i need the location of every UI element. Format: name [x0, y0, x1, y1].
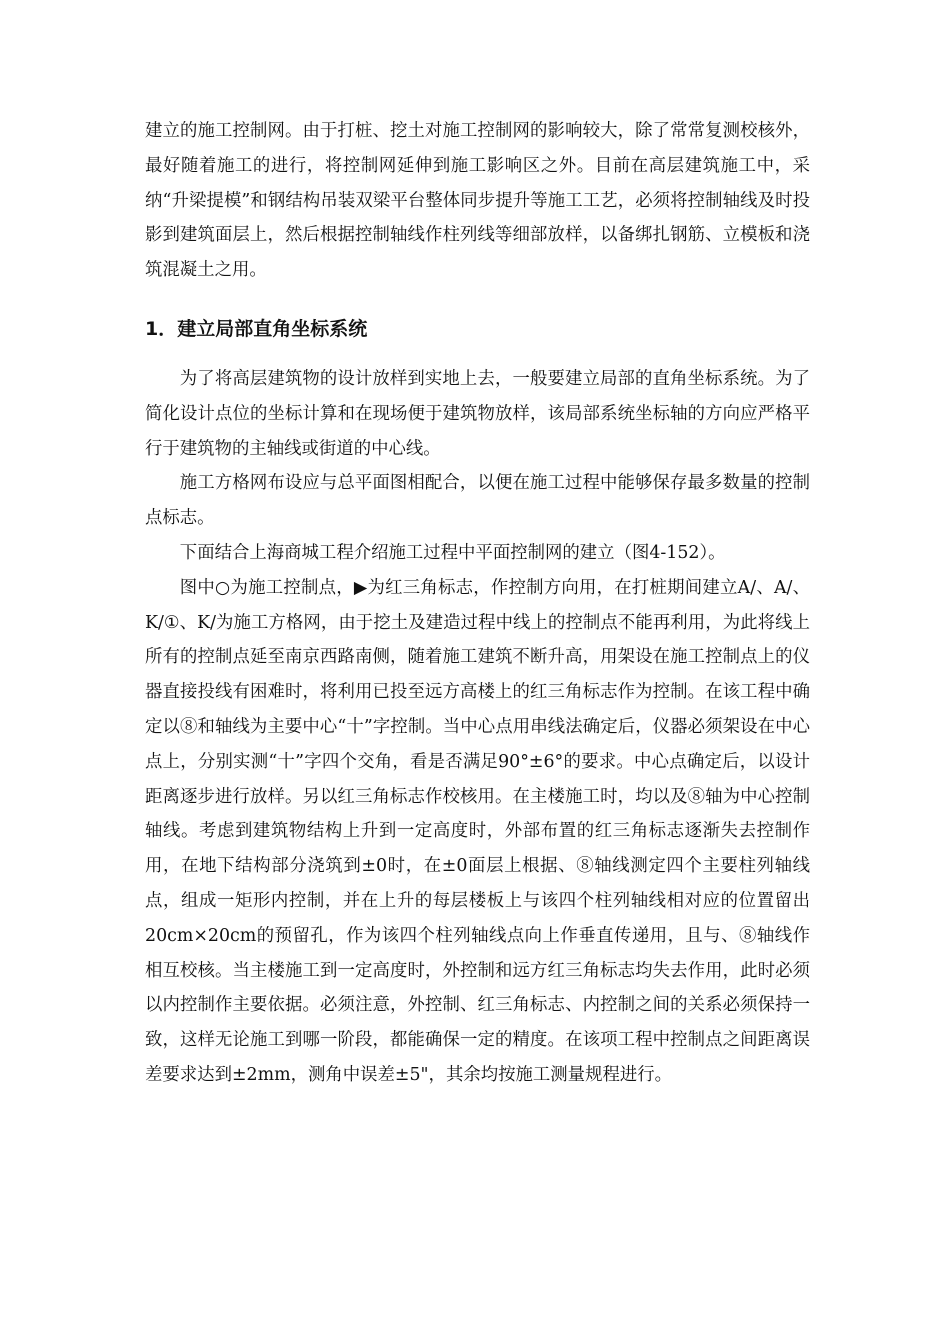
section-heading: 1．建立局部直角坐标系统	[145, 317, 368, 340]
paragraph-4: 图中○为施工控制点，▶为红三角标志，作控制方向用，在打桩期间建立A/、A/、K/①、K/为施工方格网，由于挖土及建造过程中线上的控制点不能再利用，为此将线上所有的控制点延至南京西路南侧，随着施工建筑不断升高，用架设在施工控制点上的仪器直接投线有困难时，将利用已投至远方高楼上的红三角标志作为控制。在该工程中确定以⑧和轴线为主要中心“十”字控制。当中心点用串线法确定后，仪器必须架设在中心点上，分别实测“十”字四个交角，看是否满足90°±6°的要求。中心点确定后，以设计距离逐步进行放样。另以红三角标志作校核用。在主楼施工时，均以及⑧轴为中心控制轴线。考虑到建筑物结构上升到一定高度时，外部布置的红三角标志逐渐失去控制作用，在地下结构部分浇筑到±0时，在±0面层上根据、⑧轴线测定四个主要柱列轴线点，组成一矩形内控制，并在上升的每层楼板上与该四个柱列轴线相对应的位置留出20cm×20cm的预留孔，作为该四个柱列轴线点向上作垂直传递用，且与、⑧轴线作相互校核。当主楼施工到一定高度时，外控制和远方红三角标志均失去作用，此时必须以内控制作主要依据。必须注意，外控制、红三角标志、内控制之间的关系必须保持一致，这样无论施工到哪一阶段，都能确保一定的精度。在该项工程中控制点之间距离误差要求达到±2mm，测角中误差±5"，其余均按施工测量规程进行。	[145, 577, 810, 1085]
paragraph-3: 下面结合上海商城工程介绍施工过程中平面控制网的建立（图4-152）。	[179, 542, 726, 563]
paragraph-2: 施工方格网布设应与总平面图相配合，以便在施工过程中能够保存最多数量的控制点标志。	[145, 473, 810, 529]
paragraph-1: 为了将高层建筑物的设计放样到实地上去，一般要建立局部的直角坐标系统。为了简化设计点位的坐标计算和在现场便于建筑物放样，该局部系统坐标轴的方向应严格平行于建筑物的主轴线或街道的中心线。	[145, 368, 810, 459]
document-body	[145, 114, 810, 1093]
paragraph-intro: 建立的施工控制网。由于打桩、挖土对施工控制网的影响较大，除了常常复测校核外，最好随着施工的进行，将控制网延伸到施工影响区之外。目前在高层建筑施工中，采纳“升梁提模”和钢结构吊装双梁平台整体同步提升等施工工艺，必须将控制轴线及时投影到建筑面层上，然后根据控制轴线作柱列线等细部放样，以备绑扎钢筋、立模板和浇筑混凝土之用。	[145, 121, 810, 281]
